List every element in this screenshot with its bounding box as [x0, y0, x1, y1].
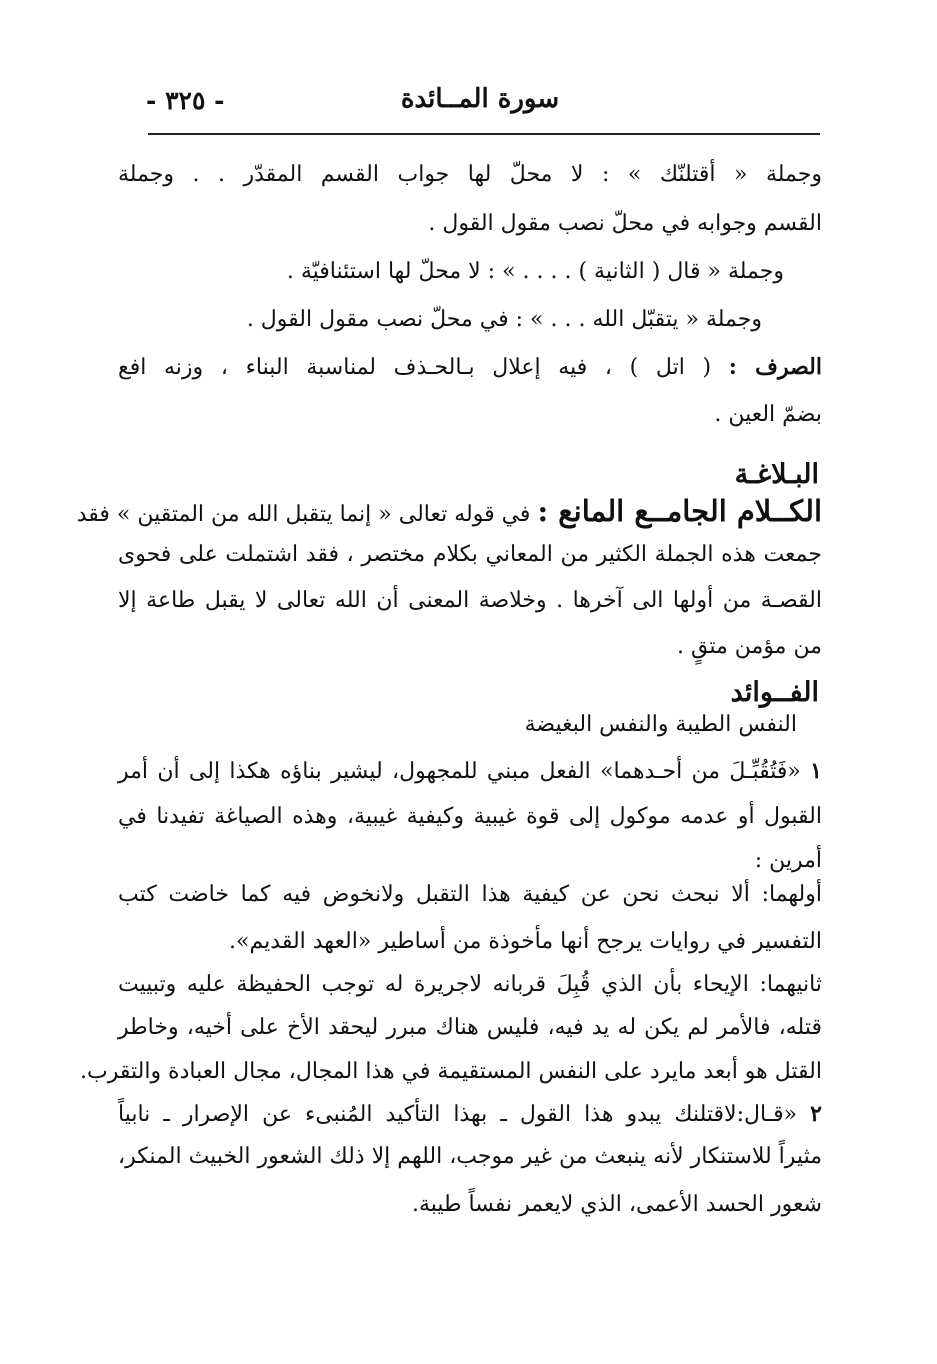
page-header [140, 82, 820, 122]
text-line: بضمّ العين . [714, 402, 822, 427]
running-title: سورة المــائدة [400, 84, 560, 114]
sarf-line [118, 352, 822, 383]
text-line: شعور الحسد الأعمى، الذي لايعمر نفساً طيبة. [411, 1192, 822, 1217]
text-line: التفسير في روايات يرجح أنها مأخوذة من أساطير «العهد القديم». [229, 929, 822, 954]
paragraph-text: «قـال:لاقتلنك يبدو هذا القول ـ بهذا التأكيد المُنبىء عن الإصرار ـ نابياً [118, 1102, 811, 1127]
text-line: القسم وجوابه في محلّ نصب مقول القول . [428, 211, 822, 236]
text-line: القبول أو عدمه موكول إلى قوة غيبية وكيفية غيبية، وهذه الصياغة تفيدنا في [118, 804, 822, 829]
text-line: أمرين : [754, 848, 822, 873]
page-number: - ٣٢٥ - [146, 86, 225, 115]
sarf-text: ( اتل ) ، فيه إعلال بـالحـذف لمناسبة البناء ، وزنه افع [118, 355, 729, 380]
balagha-text: في قوله تعالى « إنما يتقبل الله من المتقين » فقد [76, 502, 538, 527]
fawaid-heading: الفــوائد [730, 677, 819, 708]
text-line: من مؤمن متقٍ . [677, 634, 822, 659]
text-line: مثيراً للاستنكار لأنه ينبعث من غير موجب، اللهم إلا ذلك الشعور الخبيث المنكر، [118, 1144, 822, 1169]
text-line: أولهما: ألا نبحث نحن عن كيفية هذا التقبل ولانخوض فيه كما خاضت كتب [118, 882, 822, 907]
balagha-line [76, 494, 822, 530]
text-line: وجملة « قال ( الثانية ) . . . . » : لا محلّ لها استئنافيّة . [286, 259, 784, 284]
fawaid-subheading: النفس الطيبة والنفس البغيضة [524, 712, 797, 737]
text-line: قتله، فالأمر لم يكن له يد فيه، فليس هناك مبرر ليحقد الأخ على أخيه، وخاطر [118, 1015, 822, 1040]
paragraph-number: ١ [810, 758, 822, 784]
text-line: القتل هو أبعد مايرد على النفس المستقيمة في هذا المجال، مجال العبادة والتقرب. [80, 1059, 822, 1084]
paragraph-line [118, 1099, 822, 1130]
balagha-term: الكــلام الجامــع المانع : [537, 494, 822, 528]
text-line: جمعت هذه الجملة الكثير من المعاني بكلام مختصر ، فقد اشتملت على فحوى [118, 542, 822, 567]
text-line: ثانيهما: الإيحاء بأن الذي قُبِلَ قربانه لاجريرة له توجب الحفيظة عليه وتبييت [118, 972, 822, 997]
paragraph-text: «فَتُقُبِّـلَ من أحـدهما» الفعل مبني للمجهول، ليشير بناؤه هكذا إلى أن أمر [118, 759, 811, 784]
balagha-heading: البـلاغـة [734, 459, 819, 490]
text-line: وجملة « يتقبّل الله . . . » : في محلّ نصب مقول القول . [246, 307, 762, 332]
paragraph-line [118, 756, 822, 787]
text-line: وجملة « أقتلنّك » : لا محلّ لها جواب القسم المقدّر . . وجملة [118, 162, 822, 187]
paragraph-number: ٢ [810, 1101, 822, 1127]
text-line: القصـة من أولها الى آخرها . وخلاصة المعنى أن الله تعالى لا يقبل طاعة إلا [118, 588, 822, 613]
sarf-label: الصرف : [728, 354, 823, 380]
header-rule [148, 133, 820, 135]
